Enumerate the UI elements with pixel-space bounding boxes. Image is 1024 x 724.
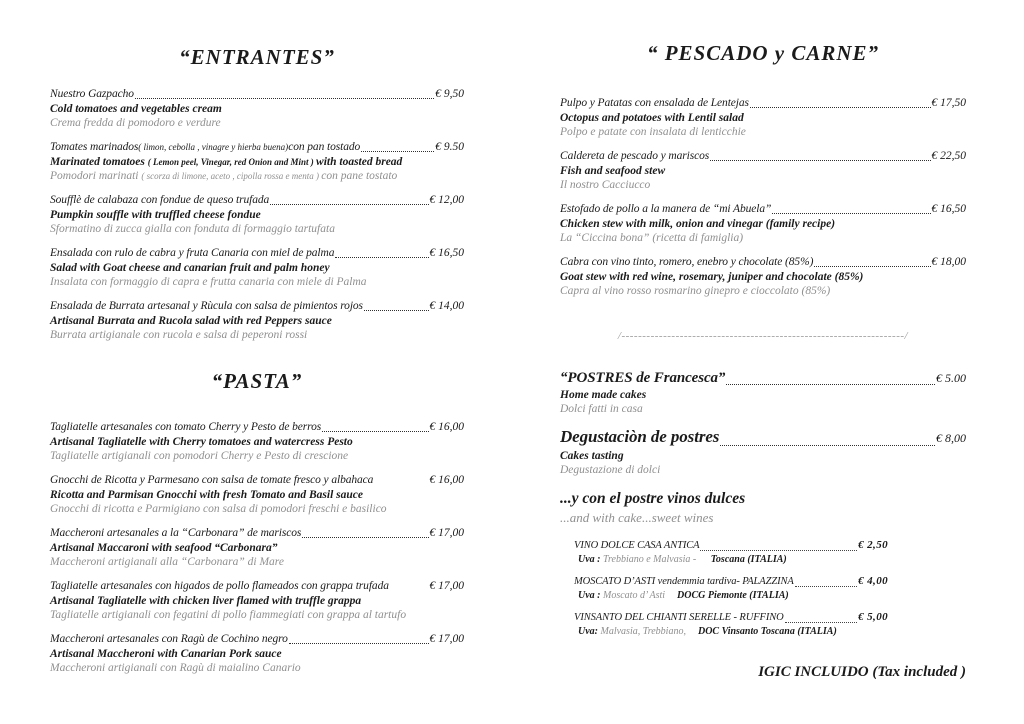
it-main: Insalata con formaggio di capra e frutta canaria con miele di Palma [50,276,367,288]
wine-name-row [574,610,888,625]
menu-item [560,255,966,298]
it-main: Crema fredda di pomodoro e verdure [50,117,221,129]
entrantes-item-list [50,87,464,342]
item-name-es: Soufflè de calabaza con fondue de queso trufada [50,194,270,206]
item-price: € 16,00 [429,474,464,486]
wine-name-row [574,538,888,553]
item-price: € 17,00 [429,580,464,592]
item-price: € 16,50 [931,203,966,215]
dot-leader [700,550,857,551]
section-title-pasta: “PASTA” [211,369,303,393]
wine-price: € 4,00 [858,575,888,587]
item-name-row [50,299,464,314]
item-price: € 14,00 [429,300,464,312]
item-translation-en [50,647,464,661]
item-translation-en [560,449,966,463]
dot-leader [710,160,930,161]
item-price: € 12,00 [429,194,464,206]
section-title-pescado-carne: “ PESCADO y CARNE” [646,41,880,65]
dot-leader [364,310,429,311]
item-name-es: Ensalada con rulo de cabra y fruta Canaria con miel de palma [50,247,335,259]
wine-name: VINO DOLCE CASA ANTICA [574,540,700,551]
item-translation-en [50,102,464,116]
menu-item [560,426,966,477]
postres-item-list [560,368,966,477]
item-translation-it [560,125,966,139]
item-name-es: Ensalada de Burrata artesanal y Rùcula con salsa de pimientos rojos [50,300,363,312]
item-name-row [50,473,464,488]
tax-included-note: IGIC INCLUIDO (Tax included ) [758,664,966,680]
item-translation-en [50,155,464,169]
it-detail: ( scorza di limone, aceto , cipolla rossa e menta ) [141,171,322,181]
it-main: Degustazione di dolci [560,464,661,476]
item-translation-en [560,111,966,125]
item-name-row [560,149,966,164]
dot-leader [795,586,857,587]
item-translation-it [50,116,464,130]
en-main: Home made cakes [560,389,647,401]
right-column [560,40,966,681]
item-name-es: Nuestro Gazpacho [50,88,134,100]
en-main: Salad with Goat cheese and canarian fruit and palm honey [50,262,330,274]
item-name-es: Caldereta de pescado y mariscos [560,150,710,162]
item-name-row [50,140,464,155]
dot-leader [814,266,930,267]
it-main: Burrata artigianale con rucola e salsa di peperoni rossi [50,329,308,341]
item-name-row [560,202,966,217]
menu-item [50,632,464,675]
menu-item [50,420,464,463]
it-main: La “Ciccina bona” (ricetta di famiglia) [560,232,744,244]
menu-item [50,140,464,183]
item-translation-it [50,275,464,289]
item-name-row [560,368,966,388]
it-main: Polpo e patate con insalata di lenticchie [560,126,746,138]
menu-item [50,299,464,342]
wine-name: MOSCATO D’ASTI vendemmia tardiva- PALAZZINA [574,576,794,587]
it-main: Maccheroni artigianali con Ragù di maialino Canario [50,662,301,674]
item-price: € 9,50 [435,88,464,100]
item-translation-en [50,435,464,449]
dot-leader [726,384,935,385]
en-main: Artisanal Tagliatelle with chicken liver flamed with truffle grappa [50,595,362,607]
wine-name: VINSANTO DEL CHIANTI SERELLE - RUFFINO [574,612,784,623]
item-name-es: Estofado de pollo a la manera de “mi Abuela” [560,203,772,215]
wine-region: DOCG Piemonte (ITALIA) [677,590,789,601]
dot-leader [335,257,428,258]
sweet-wines-header [560,489,966,526]
en-main: Artisanal Burrata and Rucola salad with red Peppers sauce [50,315,332,327]
menu-item [50,473,464,516]
it-main: Tagliatelle artigianali con pomodori Cherry e Pesto di crescione [50,450,349,462]
item-price: € 17,00 [429,527,464,539]
item-translation-en [560,388,966,402]
item-name-es-cont: con pan tostado [288,141,361,153]
item-translation-en [560,164,966,178]
it-main: Il nostro Cacciucco [560,179,651,191]
it-main: Capra al vino rosso rosmarino ginepro e cioccolato (85%) [560,285,831,297]
menu-item [50,246,464,289]
grape-label: Uva : [578,590,603,601]
item-price: € 5.00 [936,371,966,385]
menu-item [50,193,464,236]
item-translation-it [50,328,464,342]
dot-leader [361,151,434,152]
wine-name-row [574,574,888,589]
en-main: Ricotta and Parmisan Gnocchi with fresh Tomato and Basil sauce [50,489,363,501]
item-name-es: Gnocchi de Ricotta y Parmesano con salsa de tomate fresco y albahaca [50,474,374,486]
item-name-es: Maccheroni artesanales con Ragù de Cochino negro [50,633,288,645]
it-main: Sformatino di zucca gialla con fonduta di formaggio tartufata [50,223,335,235]
item-name-es: Tomates marinados [50,141,139,153]
item-translation-it [50,555,464,569]
dot-leader [720,445,935,446]
wine-price: € 5,00 [858,611,888,623]
item-name-es-detail: ( limon, cebolla , vinagre y hierba buena) [138,142,289,152]
dot-leader [302,537,428,538]
it-main: Pomodori marinati [50,170,142,182]
menu-item [560,202,966,245]
grape-varieties: Trebbiano e Malvasia - [603,554,699,565]
wine-grapes-line [574,625,888,638]
it-main: Maccheroni artigianali alla “Carbonara” di Mare [50,556,284,568]
en-main: Marinated tomatoes [50,156,148,168]
it-main: Gnocchi di ricotta e Parmigiano con salsa di pomodori freschi e basilico [50,503,387,515]
menu-item [50,87,464,130]
grape-label: Uva : [578,554,603,565]
item-translation-en [560,270,966,284]
sweet-wines-title: ...y con el postre vinos dulces [560,490,746,507]
item-translation-it [50,169,464,183]
item-translation-it [560,284,966,298]
item-translation-it [50,661,464,675]
item-name-row [50,193,464,208]
item-name-es: Maccheroni artesanales a la “Carbonara” de mariscos [50,527,302,539]
item-price: € 16,00 [429,421,464,433]
grape-varieties: Moscato d’ Asti [603,590,666,601]
it-main: Tagliatelle artigianali con fegatini di pollo fiammegiati con grappa al tartufo [50,609,407,621]
item-name-es: Degustaciòn de postres [560,427,720,446]
item-name-es: Tagliatelle artesanales con tomato Cherry y Pesto de berros [50,421,322,433]
item-translation-en [50,541,464,555]
en-main: Chicken stew with milk, onion and vinegar (family recipe) [560,218,836,230]
item-translation-it [50,502,464,516]
dot-leader [772,213,930,214]
item-translation-it [560,402,966,416]
item-translation-en [50,314,464,328]
sweet-wines-subtitle: ...and with cake...sweet wines [560,510,714,525]
item-name-es: Tagliatelle artesanales con higados de pollo flameados con grappa trufada [50,580,389,592]
en-cont: with toasted bread [316,156,403,168]
item-translation-it [50,222,464,236]
wine-item [574,610,888,638]
item-name-row [50,87,464,102]
section-divider: /--------------------------------------------------------------------/ [617,330,909,342]
en-main: Goat stew with red wine, rosemary, juniper and chocolate (85%) [560,271,864,283]
dot-leader [270,204,428,205]
item-name-row [50,246,464,261]
wine-grapes-line [574,553,888,566]
item-translation-en [50,594,464,608]
item-name-row [50,579,464,594]
dot-leader [750,107,931,108]
wine-region: Toscana (ITALIA) [710,554,787,565]
item-price: € 9.50 [435,141,464,153]
en-main: Pumpkin souffle with truffled cheese fondue [50,209,261,221]
item-name-row [50,526,464,541]
item-price: € 16,50 [429,247,464,259]
menu-item [560,96,966,139]
item-translation-it [560,463,966,477]
en-main: Artisanal Maccheroni with Canarian Pork sauce [50,648,282,660]
item-translation-en [50,261,464,275]
wine-item [574,538,888,566]
menu-item [560,368,966,416]
pescado-carne-item-list [560,96,966,298]
item-translation-en [50,488,464,502]
item-name-es: Cabra con vino tinto, romero, enebro y chocolate (85%) [560,256,814,268]
section-title-entrantes: “ENTRANTES” [179,45,335,69]
left-column [50,44,464,685]
menu-item [560,149,966,192]
dot-leader [289,643,429,644]
item-translation-en [50,208,464,222]
dot-leader [785,622,857,623]
item-translation-it [50,608,464,622]
item-price: € 18,00 [931,256,966,268]
menu-item [50,579,464,622]
item-price: € 22,50 [931,150,966,162]
wine-grapes-line [574,589,888,602]
item-price: € 17,00 [429,633,464,645]
item-name-row [50,632,464,647]
sweet-wines-list [574,538,888,638]
dot-leader [322,431,428,432]
menu-item [50,526,464,569]
item-translation-en [560,217,966,231]
en-main: Fish and seafood stew [560,165,666,177]
grape-label: Uva: [578,626,601,637]
en-detail: ( Lemon peel, Vinegar, red Onion and Mint ) [147,157,317,167]
item-name-es: “POSTRES de Francesca” [560,370,726,386]
en-main: Artisanal Tagliatelle with Cherry tomatoes and watercress Pesto [50,436,353,448]
item-price: € 8,00 [936,431,966,445]
item-price: € 17,50 [931,97,966,109]
item-name-es: Pulpo y Patatas con ensalada de Lentejas [560,97,749,109]
item-name-row [50,420,464,435]
wine-item [574,574,888,602]
wine-price: € 2,50 [858,539,888,551]
it-main: Dolci fatti in casa [560,403,643,415]
item-translation-it [560,231,966,245]
pasta-item-list [50,420,464,675]
wine-region: DOC Vinsanto Toscana (ITALIA) [697,626,837,637]
item-name-row [560,255,966,270]
grape-varieties: Malvasia, Trebbiano, [600,626,686,637]
item-translation-it [50,449,464,463]
en-main: Cakes tasting [560,450,624,462]
en-main: Octopus and potatoes with Lentil salad [560,112,744,124]
dot-leader [135,98,434,99]
en-main: Cold tomatoes and vegetables cream [50,103,222,115]
en-main: Artisanal Maccaroni with seafood “Carbonara” [50,542,278,554]
item-translation-it [560,178,966,192]
item-name-row [560,426,966,449]
it-cont: con pane tostato [321,170,398,182]
item-name-row [560,96,966,111]
